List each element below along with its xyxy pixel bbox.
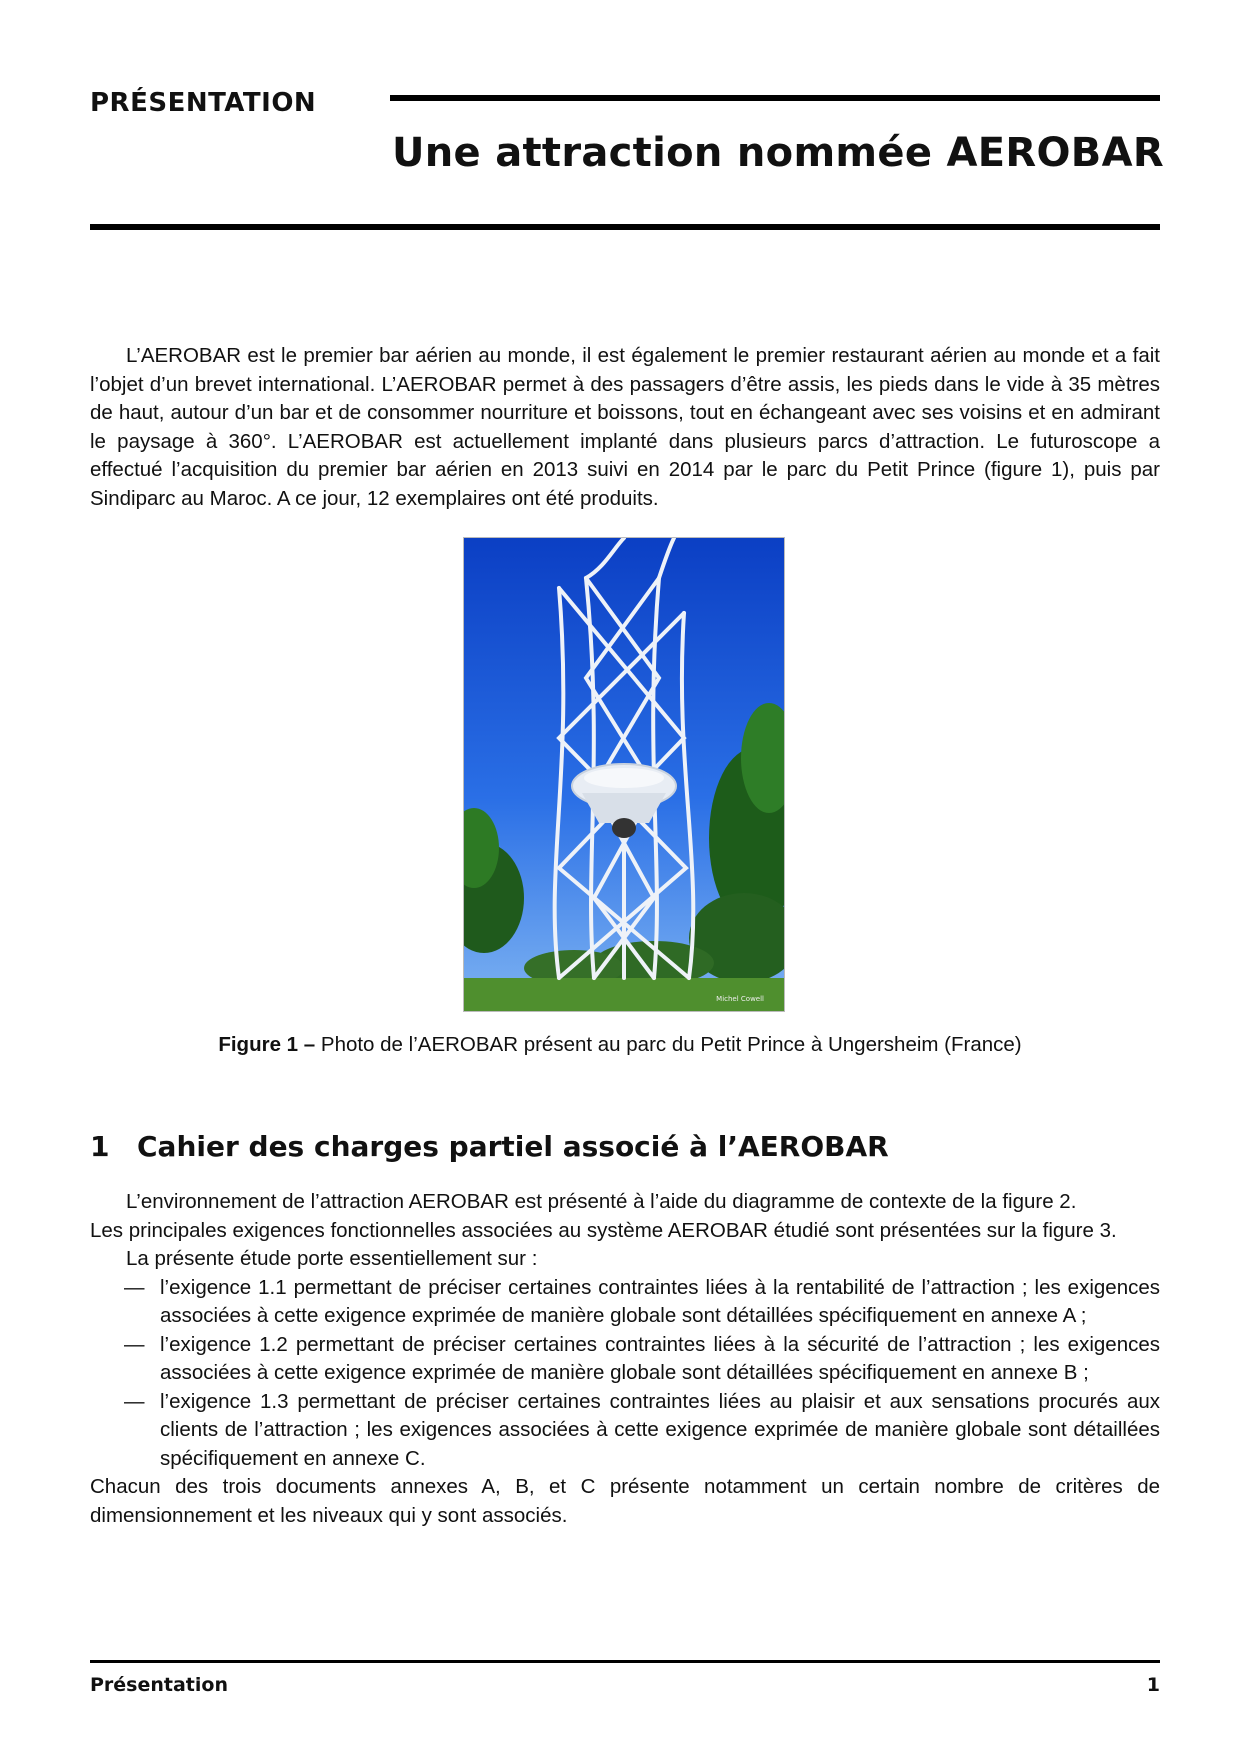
bullet-dash: — (124, 1389, 145, 1413)
figure-caption (0, 1033, 1240, 1057)
section-heading (90, 1130, 889, 1163)
list-item (90, 1331, 1160, 1388)
list-item-text: l’exigence 1.1 permettant de préciser certaines contraintes liées à la rentabilité de l’attraction ; les exigences associées à cette exigence exprimée de manière globale sont détaillées spécifiquement en annexe A ; (160, 1275, 1160, 1327)
bullet-dash: — (124, 1275, 145, 1299)
figure-label: Figure 1 – (218, 1033, 316, 1056)
paragraph: Les principales exigences fonctionnelles associées au système AEROBAR étudié sont présentées sur la figure 3. (90, 1218, 1117, 1242)
footer-rule (90, 1660, 1160, 1663)
bullet-dash: — (124, 1332, 145, 1356)
requirements-list (90, 1274, 1160, 1474)
section-body (90, 1188, 1160, 1530)
section-label: PRÉSENTATION (90, 88, 317, 118)
paragraph: La présente étude porte essentiellement sur : (126, 1247, 538, 1270)
list-item (90, 1388, 1160, 1474)
list-item (90, 1274, 1160, 1331)
list-item-text: l’exigence 1.3 permettant de préciser certaines contraintes liées au plaisir et aux sensations procurés aux clients de l’attraction ; les exigences associées à cette exigence exprimée de manière globale sont détaillées spécifiquement en annexe C. (160, 1389, 1160, 1470)
list-item-text: l’exigence 1.2 permettant de préciser certaines contraintes liées à la sécurité de l’attraction ; les exigences associées à cette exigence exprimée de manière globale sont détaillées spécifiquement en annexe B ; (160, 1332, 1160, 1384)
header-rule-bottom (90, 224, 1160, 230)
paragraph: L’environnement de l’attraction AEROBAR est présenté à l’aide du diagramme de contexte de la figure 2. (126, 1190, 1077, 1213)
header-rule-top (390, 95, 1160, 101)
footer-section: Présentation (90, 1674, 228, 1696)
section-number: 1 (90, 1130, 110, 1163)
paragraph: Chacun des trois documents annexes A, B, et C présente notamment un certain nombre de critères de dimensionnement et les niveaux qui y sont associés. (90, 1475, 1160, 1527)
svg-text:Michel Cowell: Michel Cowell (716, 995, 764, 1003)
aerobar-photo (463, 537, 785, 1012)
page-number: 1 (1146, 1674, 1160, 1696)
section-title: Cahier des charges partiel associé à l’AEROBAR (137, 1130, 889, 1163)
page-title: Une attraction nommée AEROBAR (392, 130, 1164, 176)
intro-paragraph: L’AEROBAR est le premier bar aérien au monde, il est également le premier restaurant aérien au monde et a fait l’objet d’un brevet international. L’AEROBAR permet à des passagers d’être assis, les pieds dans le vide à 35 mètres de haut, autour d’un bar et de consommer nourriture et boissons, tout en échangeant avec ses voisins et en admirant le paysage à 360°. L’AEROBAR est actuellement implanté dans plusieurs parcs d’attraction. Le futuroscope a effectué l’acquisition du premier bar aérien en 2013 suivi en 2014 par le parc du Petit Prince (figure 1), puis par Sindiparc au Maroc. A ce jour, 12 exemplaires ont été produits. (90, 344, 1160, 510)
figure-caption-text: Photo de l’AEROBAR présent au parc du Petit Prince à Ungersheim (France) (320, 1033, 1022, 1056)
